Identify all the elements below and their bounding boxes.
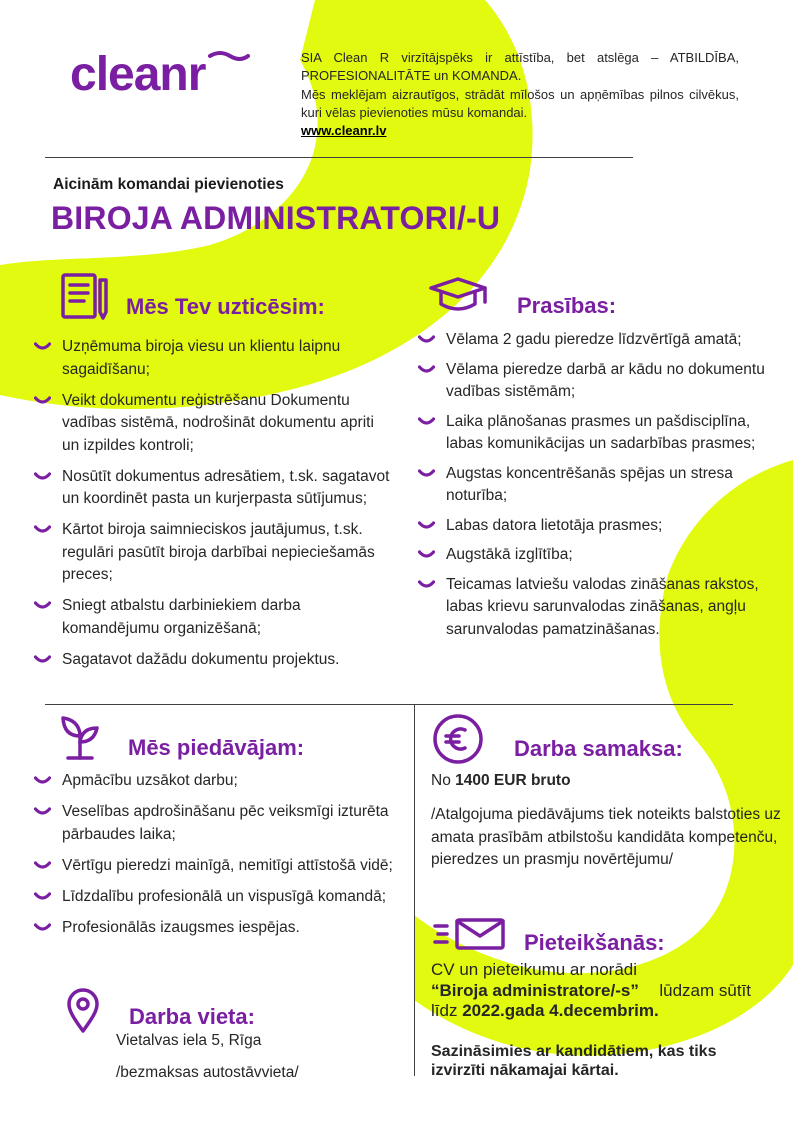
- list-item: [418, 329, 778, 352]
- list-item: [418, 463, 778, 508]
- trust-list: [34, 336, 394, 671]
- middle-divider: [45, 704, 733, 705]
- list-item-text: Līdzdalību profesionālā un vispusīgā komandā;: [62, 887, 386, 905]
- invite-heading: Aicinām komandai pievienoties: [53, 176, 284, 193]
- intro-line-2: Mēs meklējam aizrautīgos, strādāt mīlošos un apņēmības pilnos cilvēkus, kuri vēlas pievienoties mūsu komandai.: [301, 86, 739, 120]
- location-address: Vietalvas iela 5, Rīga: [116, 1032, 262, 1049]
- salary-prefix: No: [431, 772, 456, 789]
- logo-tilde-mark: [210, 53, 248, 59]
- list-item-text: Teicamas latviešu valodas zināšanas rakstos, labas krievu sarunvalodas zināšanas, angļu sarunvalodas pamatzināšanas.: [446, 575, 759, 638]
- location-pin-icon: [66, 988, 100, 1034]
- location-parking: /bezmaksas autostāvvieta/: [116, 1064, 299, 1081]
- bullet-icon: [34, 472, 51, 482]
- bullet-icon: [34, 923, 51, 933]
- bullet-icon: [418, 469, 435, 479]
- salary-amount-line: [431, 770, 571, 793]
- position-title: BIROJA ADMINISTRATORI/-U: [51, 200, 501, 236]
- intro-line-1: SIA Clean R virzītājspēks ir attīstība, bet atslēga – ATBILDĪBA, PROFESIONALITĀTE un KOMANDA.: [301, 50, 739, 84]
- offer-list: [34, 770, 404, 939]
- salary-section-title: Darba samaksa:: [514, 736, 683, 761]
- bullet-icon: [418, 550, 435, 560]
- logo-wordmark: cleanr: [70, 48, 206, 101]
- document-icon: [60, 272, 110, 322]
- list-item-text: Sniegt atbalstu darbiniekiem darba komandējumu organizēšanā;: [62, 597, 301, 637]
- offer-section-title: Mēs piedāvājam:: [128, 735, 305, 760]
- salary-note: /Atalgojuma piedāvājums tiek noteikts balstoties uz amata prasībām atbilstošu kandidāta kompetenču, pieredzes un prasmju novērtējumu/: [431, 806, 781, 868]
- list-item: [34, 886, 404, 909]
- list-item-text: Vērtīgu pieredzi mainīgā, nemitīgi attīstošā vidē;: [62, 856, 393, 874]
- bullet-icon: [418, 335, 435, 345]
- offer-list-container: [34, 770, 404, 948]
- top-divider: [45, 157, 633, 158]
- list-item: [418, 359, 778, 404]
- envelope-icon: [433, 917, 507, 951]
- requirements-list: [418, 329, 778, 641]
- list-item: [34, 336, 394, 381]
- list-item: [34, 801, 404, 846]
- apply-section-title: Pieteikšanās:: [524, 930, 665, 955]
- list-item: [34, 390, 394, 458]
- list-item-text: Veselības apdrošināšanu pēc veiksmīgi izturēta pārbaudes laika;: [62, 803, 389, 843]
- apply-contact-note: Sazināsimies ar kandidātiem, kas tiks izvirzīti nākamajai kārtai.: [431, 1042, 717, 1079]
- requirements-section-title: Prasības:: [517, 293, 617, 318]
- list-item: [34, 519, 394, 587]
- trust-list-container: [34, 336, 394, 680]
- euro-icon: [432, 713, 484, 765]
- list-item-text: Kārtot biroja saimnieciskos jautājumus, t.sk. regulāri pasūtīt biroja darbībai nepieciešamās preces;: [62, 521, 375, 583]
- bullet-icon: [34, 342, 51, 352]
- location-section-title: Darba vieta:: [129, 1004, 255, 1029]
- list-item-text: Profesionālās izaugsmes iespējas.: [62, 918, 300, 936]
- list-item-text: Labas datora lietotāja prasmes;: [446, 516, 663, 534]
- apply-line-3: [431, 1001, 751, 1022]
- graduation-cap-icon: [428, 276, 490, 316]
- vertical-divider: [414, 704, 415, 1076]
- list-item-text: Veikt dokumentu reģistrēšanu Dokumentu vadības sistēmā, nodrošināt dokumentu apriti un izpildes kontroli;: [62, 391, 374, 454]
- apply-subject: “Biroja administratore/-s”: [431, 980, 639, 1000]
- list-item-text: Augstākā izglītība;: [446, 546, 573, 563]
- list-item-text: Nosūtīt dokumentus adresātiem, t.sk. sagatavot un koordinēt pasta un kurjerpasta sūtījumus;: [62, 467, 390, 507]
- bullet-icon: [34, 396, 51, 406]
- list-item-text: Vēlama pieredze darbā ar kādu no dokumentu vadības sistēmām;: [446, 360, 765, 400]
- bullet-icon: [418, 580, 435, 590]
- list-item: [418, 544, 778, 567]
- bullet-icon: [418, 417, 435, 427]
- list-item: [34, 770, 404, 793]
- company-intro: [301, 49, 739, 140]
- list-item-text: Apmācību uzsākot darbu;: [62, 772, 238, 789]
- list-item-text: Uzņēmuma biroja viesu un klientu laipnu sagaidīšanu;: [62, 338, 341, 378]
- website-link[interactable]: www.cleanr.lv: [301, 123, 387, 139]
- list-item-text: Augstas koncentrēšanās spējas un stresa noturība;: [446, 464, 733, 504]
- list-item: [418, 411, 778, 456]
- bullet-icon: [34, 892, 51, 902]
- apply-text: [431, 960, 751, 1080]
- list-item: [34, 917, 404, 940]
- apply-line-1: CV un pieteikumu ar norādi: [431, 960, 638, 979]
- list-item: [34, 855, 404, 878]
- list-item-text: Vēlama 2 gadu pieredze līdzvērtīgā amatā;: [446, 331, 742, 348]
- bullet-icon: [34, 861, 51, 871]
- list-item: [34, 466, 394, 511]
- requirements-list-container: [418, 329, 778, 648]
- bullet-icon: [34, 655, 51, 665]
- apply-deadline: 2022.gada 4.decembrim.: [462, 1001, 659, 1020]
- apply-send-text: lūdzam sūtīt: [659, 980, 751, 1000]
- bullet-icon: [34, 525, 51, 535]
- bullet-icon: [34, 776, 51, 786]
- bullet-icon: [418, 365, 435, 375]
- cleanr-logo: [70, 44, 250, 104]
- list-item: [34, 649, 394, 672]
- list-item-text: Laika plānošanas prasmes un pašdisciplīna, labas komunikācijas un sadarbības prasmes;: [446, 412, 756, 452]
- trust-section-title: Mēs Tev uzticēsim:: [126, 294, 325, 319]
- salary-amount: 1400 EUR bruto: [455, 772, 571, 789]
- bullet-icon: [418, 521, 435, 531]
- bullet-icon: [34, 601, 51, 611]
- bullet-icon: [34, 807, 51, 817]
- list-item: [418, 515, 778, 538]
- list-item-text: Sagatavot dažādu dokumentu projektus.: [62, 650, 340, 668]
- apply-until: līdz: [431, 1001, 458, 1020]
- list-item: [418, 574, 778, 642]
- apply-line-2: [431, 981, 751, 1002]
- sprout-icon: [60, 712, 100, 762]
- list-item: [34, 595, 394, 640]
